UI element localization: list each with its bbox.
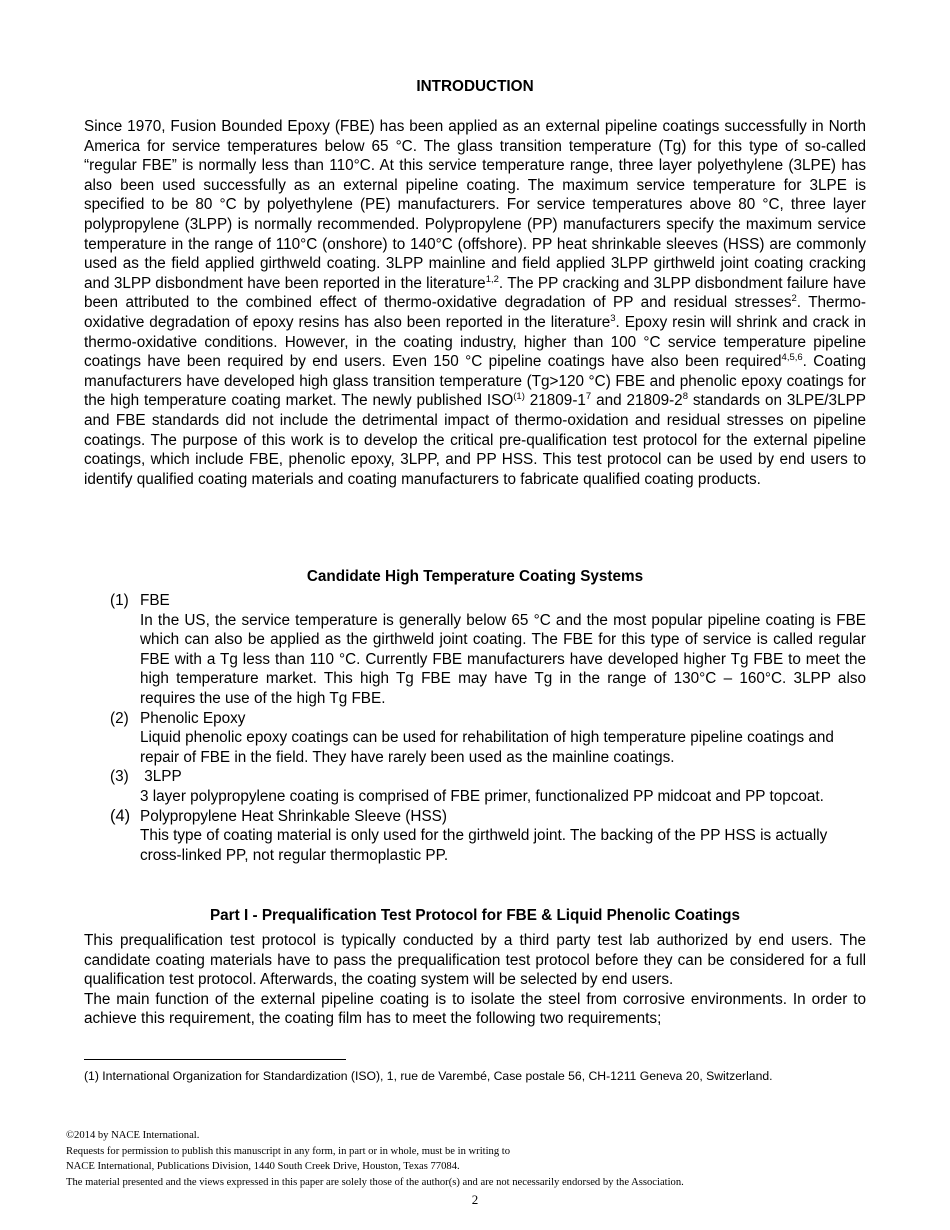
introduction-heading: INTRODUCTION (416, 78, 534, 95)
candidate-systems-list (110, 591, 866, 865)
list-item (110, 709, 866, 768)
list-item (110, 591, 866, 709)
candidate-systems-heading: Candidate High Temperature Coating Systems (306, 568, 644, 585)
list-item-number: (4) (110, 806, 131, 825)
ref-sup: 7 (585, 391, 592, 403)
ref-sup: 2 (791, 293, 797, 305)
part1-paragraph-2: The main function of the external pipeline coating is to isolate the steel from corrosive environments. In order to achieve this requirement, the coating film has to meet the following two requirements; (84, 990, 866, 1028)
intro-text-8: standards on 3LPE/3LPP and FBE standards did not include the detrimental impact of thermo-oxidation and residual stresses on pipeline coatings. The purpose of this work is to develop the critical pre-qualification test protocol for the external pipeline coatings, which include FBE, phenolic epoxy, 3LPP, and PP HSS. This test protocol can be used by end users to identify qualified coating materials and coating manufacturers to fabricate qualified coating products. (84, 392, 866, 488)
intro-text-2: . The PP cracking and 3LPP disbondment failure have been attributed to the combined effect of thermo-oxidative degradation of PP and residual stresses (84, 274, 867, 312)
part1-body (84, 931, 866, 1029)
list-item-title: Phenolic Epoxy (140, 709, 246, 727)
intro-text-5: . Coating manufacturers have developed high glass transition temperature (Tg>120 °C) FBE and phenolic epoxy coatings for the high temperature coating market. The newly published ISO (84, 353, 866, 410)
list-item-text: Liquid phenolic epoxy coatings can be used for rehabilitation of high temperature pipeline coatings and repair of FBE in the field. They have rarely been used as the mainline coatings. (140, 729, 834, 766)
introduction-text (84, 117, 866, 489)
list-item (110, 767, 866, 806)
copyright-line: Requests for permission to publish this manuscript in any form, in part or in whole, must be in writing to (66, 1145, 511, 1157)
ref-sup: 8 (682, 391, 688, 403)
intro-text-1: Since 1970, Fusion Bounded Epoxy (FBE) has been applied as an external pipeline coatings successfully in North America for service temperatures below 65 °C. The glass transition temperature (Tg) for this type of so-called “regular FBE” is normally less than 110°C. At this service temperature range, three layer polyethylene (3LPE) has also been used successfully as an external pipeline coating. The maximum service temperature for 3LPE is specified to be 80 °C by polyethylene (PE) manufacturers. For service temperatures above 80 °C, three layer polypropylene (3LPP) is normally recommended. Polypropylene (PP) manufacturers specify the maximum service temperature in the range of 110°C (onshore) to 140°C (offshore). PP heat shrinkable sleeves (HSS) are commonly used as the field applied girthweld coating. 3LPP mainline and field applied 3LPP girthweld joint coating cracking and 3LPP disbondment have been reported in the literature (84, 118, 866, 292)
list-item-text: This type of coating material is only used for the girthweld joint. The backing of the PP HSS is actually cross-linked PP, not regular thermoplastic PP. (140, 827, 828, 864)
ref-sup: 4,5,6 (781, 352, 803, 364)
list-item-text: In the US, the service temperature is generally below 65 °C and the most popular pipeline coating is FBE which can also be applied as the girthweld joint coating. The FBE for this type of service is called regular FBE with a Tg less than 110 °C. Currently FBE manufacturers have developed higher Tg FBE to meet the high temperature market. This high Tg FBE may have Tg in the range of 130°C – 160°C. 3LPP also requires the use of the high Tg FBE. (140, 611, 866, 707)
ref-sup: 1,2 (485, 273, 499, 285)
ref-sup: 3 (610, 312, 616, 324)
intro-text-4: . Epoxy resin will shrink and crack in thermo-oxidative conditions. However, in the coating industry, higher than 100 °C service temperature pipeline coatings have been required by end users. Even 150 °C pipeline coatings have also been required (84, 313, 866, 371)
intro-text-7: and 21809-2 (591, 392, 683, 410)
list-item-number: (2) (110, 709, 129, 727)
list-item-title: FBE (140, 592, 170, 609)
list-item-number: (1) (110, 592, 129, 609)
list-item-text: 3 layer polypropylene coating is comprised of FBE primer, functionalized PP midcoat and PP topcoat. (140, 787, 824, 805)
list-item-number: (3) (110, 768, 129, 786)
footnote-divider (84, 1059, 346, 1060)
page-number: 2 (471, 1192, 479, 1207)
list-item (110, 807, 866, 866)
part1-heading: Part I - Prequalification Test Protocol for FBE & Liquid Phenolic Coatings (209, 907, 741, 924)
introduction-paragraph (84, 117, 866, 489)
intro-text-6: 21809-1 (524, 392, 586, 410)
footnote-ref-sup: (1) (513, 391, 525, 403)
list-item-title: Polypropylene Heat Shrinkable Sleeve (HSS) (140, 807, 447, 825)
copyright-block (66, 1128, 886, 1190)
list-item-title: 3LPP (140, 768, 182, 786)
copyright-line: NACE International, Publications Division, 1440 South Creek Drive, Houston, Texas 77084. (66, 1161, 460, 1173)
footnote: (1) International Organization for Standardization (ISO), 1, rue de Varembé, Case postale 56, CH-1211 Geneva 20, Switzerland. (84, 1069, 773, 1083)
copyright-line: ©2014 by NACE International. (66, 1130, 200, 1141)
part1-paragraph-1: This prequalification test protocol is typically conducted by a third party test lab authorized by end users. The candidate coating materials have to pass the prequalification test protocol before they can be considered for a full qualification test protocol. Afterwards, the coating system will be selected by end users. (84, 932, 866, 989)
intro-text-3: . Thermo-oxidative degradation of epoxy resins has also been reported in the literature (84, 294, 867, 331)
copyright-line: The material presented and the views expressed in this paper are solely those of the author(s) and are not necessarily endorsed by the Association. (66, 1176, 684, 1188)
